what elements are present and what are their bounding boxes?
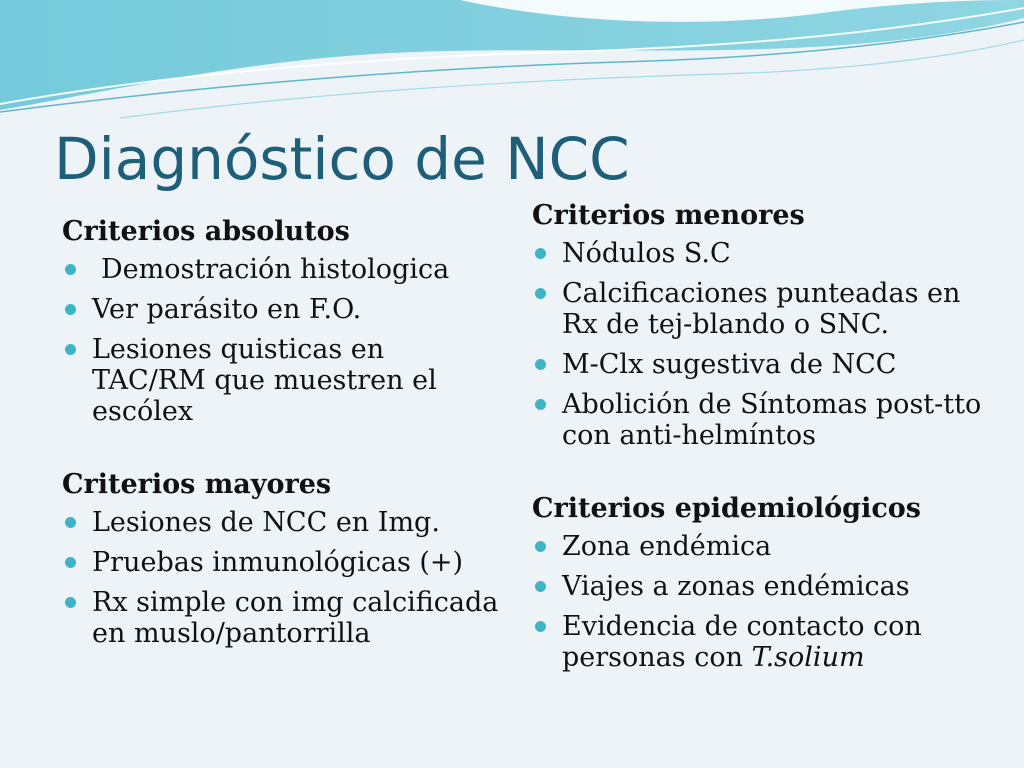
- bullet-icon: [535, 541, 546, 552]
- list-item: Nódulos S.C: [532, 238, 992, 269]
- slide-title: Diagnóstico de NCC: [54, 125, 630, 193]
- left-column: [62, 214, 502, 649]
- criterios-mayores-list: [62, 507, 502, 649]
- criterios-absolutos-section: [62, 214, 502, 427]
- bullet-icon: [65, 304, 76, 315]
- bullet-icon: [65, 517, 76, 528]
- list-item: Lesiones quisticas en TAC/RM que muestren el escólex: [62, 334, 502, 427]
- criterios-menores-heading: Criterios menores: [532, 200, 805, 231]
- list-item: Zona endémica: [532, 531, 992, 562]
- criterios-epidemiologicos-heading: Criterios epidemiológicos: [532, 493, 921, 524]
- bullet-icon: [535, 581, 546, 592]
- list-item: M-Clx sugestiva de NCC: [532, 349, 992, 380]
- species-name: T.solium: [751, 642, 865, 673]
- bullet-icon: [65, 344, 76, 355]
- criterios-mayores-heading: Criterios mayores: [62, 469, 332, 500]
- list-item: Lesiones de NCC en Img.: [62, 507, 502, 538]
- criterios-absolutos-list: [62, 254, 502, 427]
- list-item: Ver parásito en F.O.: [62, 294, 502, 325]
- criterios-mayores-section: [62, 467, 502, 649]
- list-item: Calcificaciones punteadas en Rx de tej-blando o SNC.: [532, 278, 992, 340]
- bullet-icon: [535, 399, 546, 410]
- criterios-menores-list: [532, 238, 992, 451]
- list-item: Viajes a zonas endémicas: [532, 571, 992, 602]
- bullet-icon: [535, 621, 546, 632]
- list-item: Pruebas inmunológicas (+): [62, 547, 502, 578]
- bullet-icon: [535, 248, 546, 259]
- decorative-header-waves: [0, 0, 1024, 120]
- criterios-menores-section: [532, 198, 992, 451]
- list-item: Abolición de Síntomas post-tto con anti-helmíntos: [532, 389, 992, 451]
- bullet-icon: [65, 557, 76, 568]
- bullet-icon: [535, 288, 546, 299]
- list-item: Rx simple con img calcificada en muslo/pantorrilla: [62, 587, 502, 649]
- list-item: Evidencia de contacto con personas con T.solium: [532, 611, 992, 673]
- bullet-icon: [65, 264, 76, 275]
- list-item: Demostración histologica: [62, 254, 502, 285]
- bullet-icon: [535, 359, 546, 370]
- criterios-epidemiologicos-section: [532, 491, 992, 673]
- criterios-absolutos-heading: Criterios absolutos: [62, 216, 350, 247]
- right-column: [532, 198, 992, 673]
- criterios-epidemiologicos-list: [532, 531, 992, 673]
- bullet-icon: [65, 597, 76, 608]
